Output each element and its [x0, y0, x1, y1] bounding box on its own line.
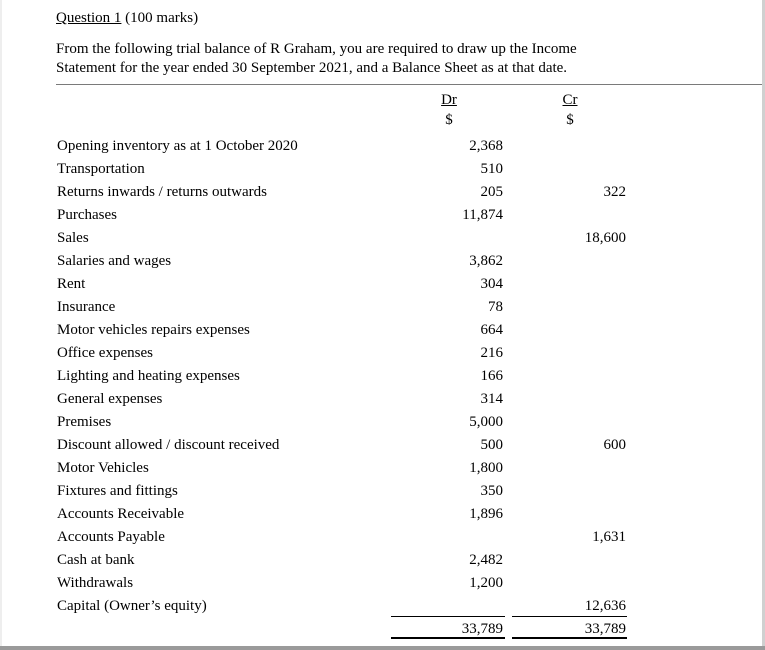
question-heading [56, 10, 198, 27]
table-row [0, 274, 765, 297]
row-label: Sales [57, 230, 89, 246]
row-label: Discount allowed / discount received [57, 437, 280, 453]
table-row [0, 228, 765, 251]
row-label: Office expenses [57, 345, 153, 361]
row-label: Purchases [57, 207, 117, 223]
row-credit: 600 [603, 437, 626, 453]
dr-column-header [429, 92, 469, 129]
table-row [0, 481, 765, 504]
row-label: Capital (Owner’s equity) [57, 598, 207, 614]
question-instructions [56, 40, 662, 78]
row-credit: 322 [603, 184, 626, 200]
question-title: Question 1 [56, 10, 122, 26]
table-row [0, 159, 765, 182]
row-debit: 1,896 [469, 506, 503, 522]
row-label: Accounts Receivable [57, 506, 185, 522]
trial-balance-table [0, 136, 765, 619]
row-label: Accounts Payable [57, 529, 165, 545]
table-row [0, 527, 765, 550]
cr-currency: $ [566, 112, 574, 128]
table-row [0, 297, 765, 320]
row-debit: 304 [480, 276, 503, 292]
row-debit: 664 [480, 322, 503, 338]
row-debit: 314 [480, 391, 503, 407]
table-row [0, 458, 765, 481]
dr-total: 33,789 [461, 621, 503, 637]
dr-currency: $ [445, 112, 453, 128]
table-row [0, 366, 765, 389]
table-row [0, 320, 765, 343]
row-debit: 3,862 [469, 253, 503, 269]
row-label: General expenses [57, 391, 163, 407]
row-debit: 78 [488, 299, 503, 315]
instructions-line-2: Statement for the year ended 30 September 2021, and a Balance Sheet as at that date. [56, 60, 568, 76]
table-row [0, 504, 765, 527]
row-debit: 205 [480, 184, 503, 200]
dr-heading: Dr [441, 92, 457, 108]
row-debit: 166 [480, 368, 503, 384]
table-row [0, 412, 765, 435]
row-label: Transportation [57, 161, 145, 177]
row-debit: 1,200 [469, 575, 503, 591]
table-row [0, 205, 765, 228]
row-label: Lighting and heating expenses [57, 368, 240, 384]
row-label: Salaries and wages [57, 253, 172, 269]
cr-total-rule-top [512, 616, 627, 617]
table-row [0, 389, 765, 412]
row-debit: 510 [480, 161, 503, 177]
row-debit: 11,874 [462, 207, 503, 223]
row-credit: 12,636 [584, 598, 626, 614]
row-debit: 500 [480, 437, 503, 453]
table-row [0, 182, 765, 205]
cr-total: 33,789 [584, 621, 626, 637]
row-debit: 2,368 [469, 138, 503, 154]
question-marks: (100 marks) [125, 10, 199, 26]
row-label: Motor vehicles repairs expenses [57, 322, 250, 338]
table-row [0, 435, 765, 458]
cr-heading: Cr [562, 92, 578, 108]
cr-column-header [550, 92, 590, 129]
row-debit: 216 [480, 345, 503, 361]
row-debit: 5,000 [469, 414, 503, 430]
row-label: Returns inwards / returns outwards [57, 184, 267, 200]
row-debit: 1,800 [469, 460, 503, 476]
row-label: Motor Vehicles [57, 460, 149, 476]
page-bottom-border [0, 646, 765, 650]
row-label: Opening inventory as at 1 October 2020 [57, 138, 298, 154]
row-debit: 2,482 [469, 552, 503, 568]
table-row [0, 136, 765, 159]
row-label: Insurance [57, 299, 116, 315]
row-credit: 18,600 [584, 230, 626, 246]
dr-total-rule-bottom [391, 637, 505, 639]
row-debit: 350 [480, 483, 503, 499]
dr-total-rule-top [391, 616, 505, 617]
table-row [0, 596, 765, 619]
table-row [0, 343, 765, 366]
instructions-line-1: From the following trial balance of R Graham, you are required to draw up the Income [56, 41, 577, 57]
table-row [0, 550, 765, 573]
header-divider [56, 84, 762, 85]
table-row [0, 573, 765, 596]
row-label: Withdrawals [57, 575, 134, 591]
row-label: Fixtures and fittings [57, 483, 178, 499]
table-row [0, 251, 765, 274]
row-label: Premises [57, 414, 112, 430]
cr-total-rule-bottom [512, 637, 627, 639]
row-label: Cash at bank [57, 552, 135, 568]
row-credit: 1,631 [592, 529, 626, 545]
row-label: Rent [57, 276, 86, 292]
